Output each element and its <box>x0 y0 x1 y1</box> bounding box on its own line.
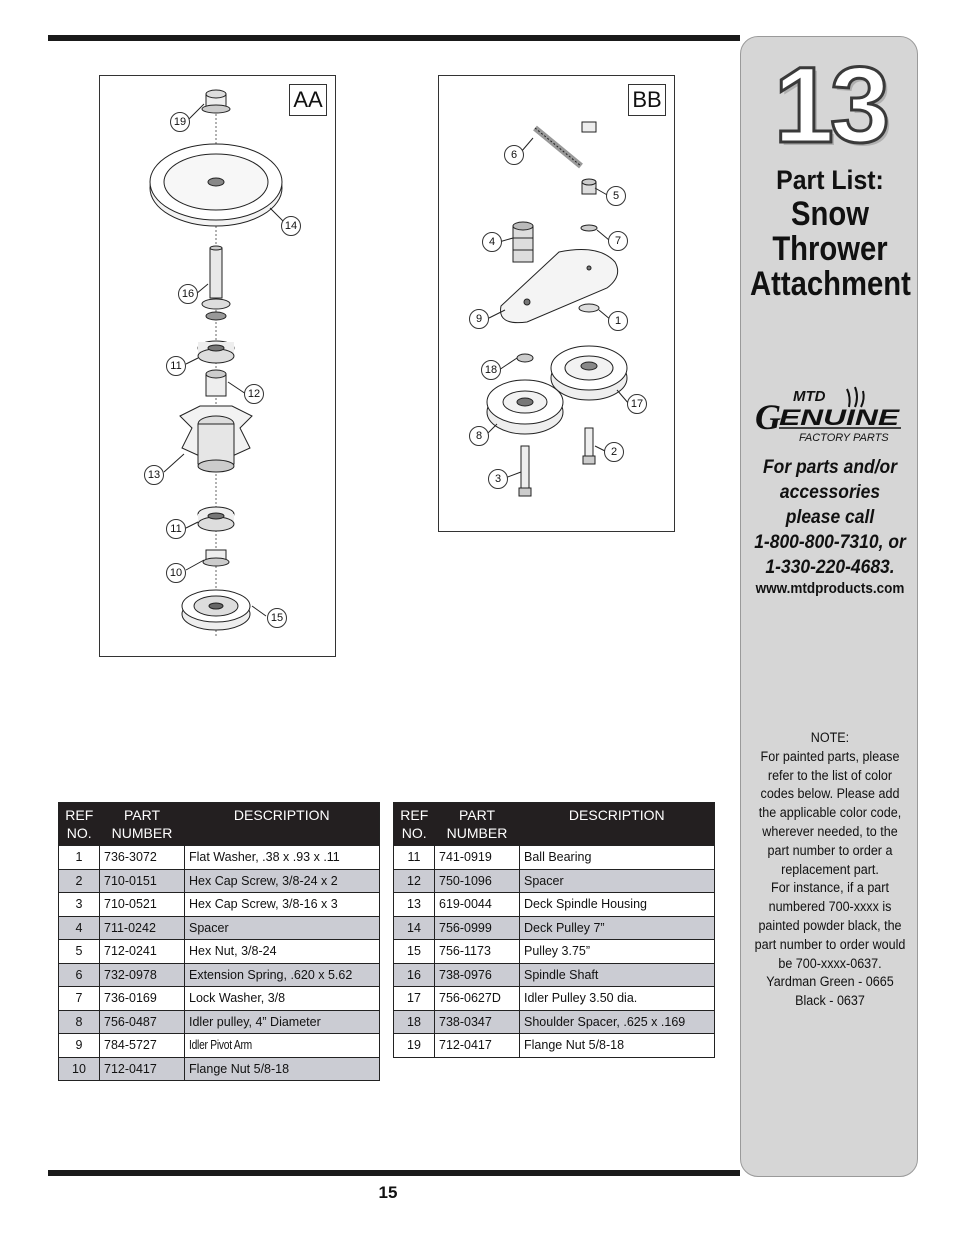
part-number-cell: 732-0978 <box>100 963 185 987</box>
note-line: be 700-xxxx-0637. <box>778 955 882 971</box>
description-cell: Deck Spindle Housing <box>520 893 715 917</box>
table-row <box>394 987 715 1011</box>
chapter-title: Snow Thrower Attachment <box>750 195 911 303</box>
part-number-cell: 710-0151 <box>100 869 185 893</box>
table-row <box>394 916 715 940</box>
idler-assembly-illustration <box>439 76 674 531</box>
part-number-cell: 756-0487 <box>100 1010 185 1034</box>
callout-14: 14 <box>281 216 301 236</box>
part-number-cell: 738-0976 <box>435 963 520 987</box>
description-cell: Spacer <box>185 916 380 940</box>
part-number-cell: 710-0521 <box>100 893 185 917</box>
ref-cell: 8 <box>59 1010 100 1034</box>
part-number-cell: 741-0919 <box>435 846 520 870</box>
table-row <box>59 940 380 964</box>
callout-18: 18 <box>481 360 501 380</box>
callout-3: 3 <box>488 469 508 489</box>
part-number-header: PART NUMBER <box>100 803 185 846</box>
diagram-label: AA <box>289 84 327 116</box>
table-row <box>394 1010 715 1034</box>
svg-text:FACTORY PARTS: FACTORY PARTS <box>799 432 889 444</box>
part-number-cell: 738-0347 <box>435 1010 520 1034</box>
spindle-assembly-illustration <box>100 76 335 656</box>
part-number-cell: 736-0169 <box>100 987 185 1011</box>
note-heading: NOTE: <box>810 730 850 745</box>
top-rule <box>48 35 740 41</box>
ref-cell: 16 <box>394 963 435 987</box>
description-cell: Hex Cap Screw, 3/8-16 x 3 <box>185 893 380 917</box>
table-row <box>59 916 380 940</box>
note-line: painted powder black, the <box>758 917 902 933</box>
table-row <box>59 987 380 1011</box>
part-number-cell: 784-5727 <box>100 1034 185 1058</box>
page-number: 15 <box>378 1183 398 1202</box>
ref-cell: 12 <box>394 869 435 893</box>
callout-16: 16 <box>178 284 198 304</box>
note-line: refer to the list of color <box>767 767 893 783</box>
note-line: wherever needed, to the <box>762 823 898 839</box>
ref-cell: 6 <box>59 963 100 987</box>
description-header: DESCRIPTION <box>520 803 715 846</box>
part-number-header: PART NUMBER <box>435 803 520 846</box>
table-row <box>394 893 715 917</box>
callout-2: 2 <box>604 442 624 462</box>
table-header-row <box>59 803 380 846</box>
callout-9: 9 <box>469 309 489 329</box>
description-cell: Idler pulley, 4” Diameter <box>185 1010 380 1034</box>
description-cell: Flange Nut 5/8-18 <box>520 1034 715 1058</box>
ref-header: REF NO. <box>59 803 100 846</box>
table-row <box>59 1034 380 1058</box>
part-number-cell: 750-1096 <box>435 869 520 893</box>
chapter-sidebar <box>740 36 918 1177</box>
color-code-note <box>751 729 909 1011</box>
table-row <box>394 963 715 987</box>
callout-17: 17 <box>627 394 647 414</box>
ref-cell: 18 <box>394 1010 435 1034</box>
description-cell: Hex Cap Screw, 3/8-24 x 2 <box>185 869 380 893</box>
callout-11: 11 <box>166 519 186 539</box>
table-row <box>394 869 715 893</box>
ref-cell: 7 <box>59 987 100 1011</box>
ref-cell: 13 <box>394 893 435 917</box>
svg-text:MTD: MTD <box>793 388 826 405</box>
description-cell: Spindle Shaft <box>520 963 715 987</box>
table-row <box>59 893 380 917</box>
diagram-label: BB <box>628 84 666 116</box>
description-cell: Ball Bearing <box>520 846 715 870</box>
ref-cell: 10 <box>59 1057 100 1081</box>
chapter-title-prefix: Part List: <box>776 165 884 195</box>
part-number-cell: 756-0627D <box>435 987 520 1011</box>
exploded-diagram-aa <box>99 75 336 657</box>
callout-6: 6 <box>504 145 524 165</box>
ref-cell: 15 <box>394 940 435 964</box>
part-number-cell: 711-0242 <box>100 916 185 940</box>
part-number-cell: 712-0417 <box>435 1034 520 1058</box>
description-cell: Pulley 3.75” <box>520 940 715 964</box>
description-cell: Extension Spring, .620 x 5.62 <box>185 963 380 987</box>
description-cell: Idler Pulley 3.50 dia. <box>520 987 715 1011</box>
callout-19: 19 <box>170 112 190 132</box>
callout-5: 5 <box>606 186 626 206</box>
parts-table-right <box>393 802 715 1058</box>
note-line: part number to order a <box>767 842 893 858</box>
part-number-cell: 712-0241 <box>100 940 185 964</box>
ref-cell: 5 <box>59 940 100 964</box>
callout-4: 4 <box>482 232 502 252</box>
ref-cell: 14 <box>394 916 435 940</box>
chapter-number: 13 <box>773 44 887 165</box>
part-number-cell: 619-0044 <box>435 893 520 917</box>
table-row <box>394 1034 715 1058</box>
description-cell: Flat Washer, .38 x .93 x .11 <box>185 846 380 870</box>
note-line: part number to order would <box>754 936 906 952</box>
callout-13: 13 <box>144 465 164 485</box>
table-row <box>59 1057 380 1081</box>
note-line: For instance, if a part <box>771 880 889 896</box>
description-cell: Hex Nut, 3/8-24 <box>185 940 380 964</box>
note-line: Yardman Green - 0665 <box>766 974 894 990</box>
note-line: codes below. Please add <box>760 786 900 802</box>
description-cell: Shoulder Spacer, .625 x .169 <box>520 1010 715 1034</box>
note-line: For painted parts, please <box>760 748 900 764</box>
description-cell: Idler Pivot Arm <box>185 1034 380 1058</box>
ref-cell: 17 <box>394 987 435 1011</box>
callout-11: 11 <box>166 356 186 376</box>
ref-cell: 9 <box>59 1034 100 1058</box>
parts-table-left <box>58 802 380 1081</box>
table-row <box>59 963 380 987</box>
bottom-rule <box>48 1170 740 1176</box>
part-number-cell: 756-1173 <box>435 940 520 964</box>
description-cell: Deck Pulley 7” <box>520 916 715 940</box>
table-row <box>394 940 715 964</box>
ref-cell: 11 <box>394 846 435 870</box>
note-line: numbered 700-xxxx is <box>768 899 892 915</box>
callout-1: 1 <box>608 311 628 331</box>
ref-header: REF NO. <box>394 803 435 846</box>
part-number-cell: 736-3072 <box>100 846 185 870</box>
mtd-genuine-logo <box>755 385 905 447</box>
ref-cell: 19 <box>394 1034 435 1058</box>
ref-cell: 1 <box>59 846 100 870</box>
website-link[interactable]: www.mtdproducts.com <box>755 580 905 597</box>
svg-text:G: G <box>755 397 781 437</box>
callout-15: 15 <box>267 608 287 628</box>
callout-10: 10 <box>166 563 186 583</box>
description-cell: Lock Washer, 3/8 <box>185 987 380 1011</box>
exploded-diagram-bb <box>438 75 675 532</box>
contact-info: For parts and/or accessories please call 1-800-800-7310, or 1-330-220-4683. <box>754 457 906 578</box>
table-row <box>59 1010 380 1034</box>
note-line: Black - 0637 <box>795 993 865 1009</box>
ref-cell: 2 <box>59 869 100 893</box>
description-header: DESCRIPTION <box>185 803 380 846</box>
ref-cell: 3 <box>59 893 100 917</box>
ref-cell: 4 <box>59 916 100 940</box>
svg-text:ENUINE: ENUINE <box>779 405 901 430</box>
table-header-row <box>394 803 715 846</box>
description-cell: Flange Nut 5/8-18 <box>185 1057 380 1081</box>
table-row <box>394 846 715 870</box>
callout-8: 8 <box>469 426 489 446</box>
table-row <box>59 869 380 893</box>
callout-7: 7 <box>608 231 628 251</box>
callout-12: 12 <box>244 384 264 404</box>
part-number-cell: 756-0999 <box>435 916 520 940</box>
description-cell: Spacer <box>520 869 715 893</box>
table-row <box>59 846 380 870</box>
note-line: the applicable color code, <box>758 805 902 821</box>
note-line: replacement part. <box>781 861 879 877</box>
part-number-cell: 712-0417 <box>100 1057 185 1081</box>
